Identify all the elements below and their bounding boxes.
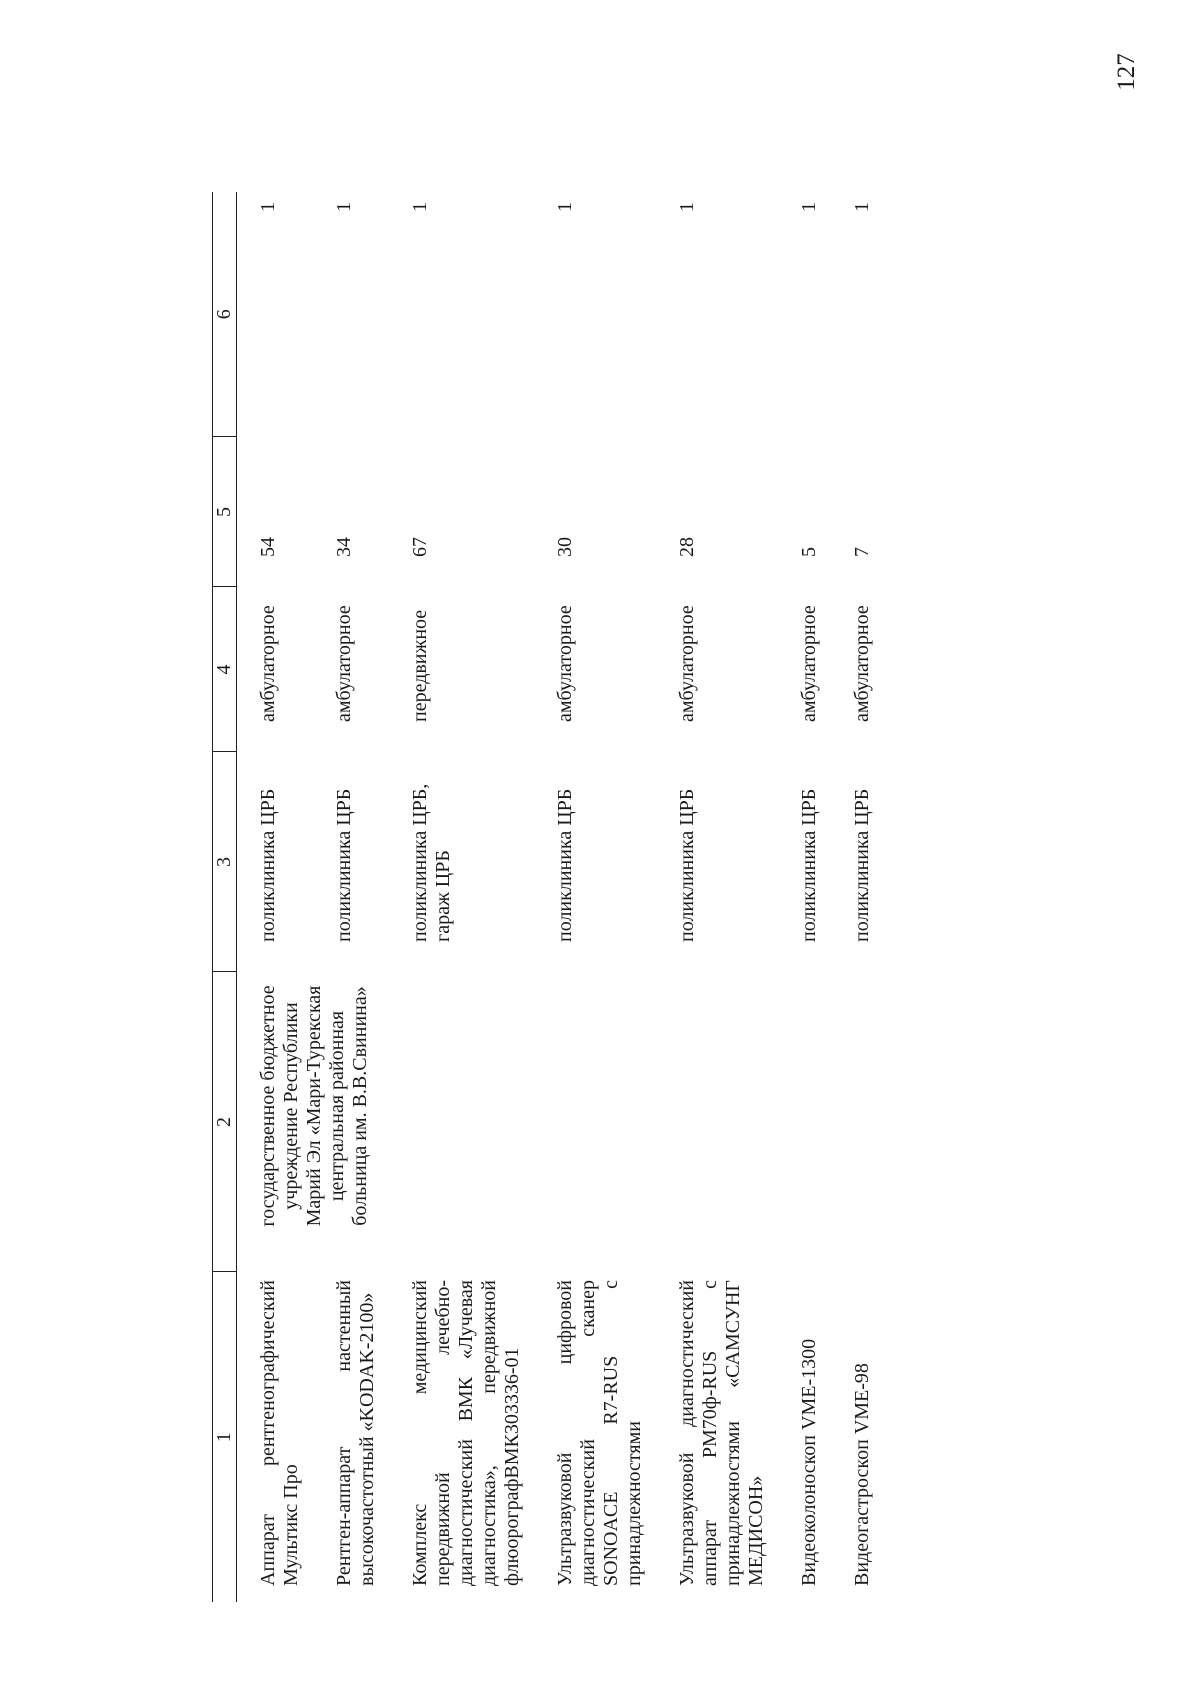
equipment-cell: Аппарат рентгенографический Мультикс Про (257, 1280, 302, 1586)
table-row (524, 192, 646, 1602)
location-cell: поликлиника ЦРБ (554, 788, 576, 942)
equipment-cell: Ультразвуковой цифровой диагностический сканер SONOACE R7-RUS с принадлежностями (554, 1280, 645, 1586)
column-header-4: 4 (213, 587, 237, 752)
column-header-2: 2 (213, 972, 237, 1272)
location-cell: поликлиника ЦРБ (851, 788, 873, 942)
page-number: 127 (1112, 53, 1140, 91)
type-cell: амбулаторное (333, 605, 355, 722)
location-cell: поликлиника ЦРБ (676, 788, 698, 942)
location-cell: поликлиника ЦРБ (333, 788, 355, 942)
type-cell: амбулаторное (851, 605, 873, 722)
type-cell: амбулаторное (676, 605, 698, 722)
count-cell: 1 (798, 202, 820, 212)
column-header-1: 1 (213, 1272, 237, 1602)
location-cell: поликлиника ЦРБ, гараж ЦРБ (409, 783, 454, 942)
age-cell: 34 (333, 537, 355, 557)
rotated-table-page (212, 192, 942, 1602)
type-cell: амбулаторное (798, 605, 820, 722)
equipment-table (212, 192, 874, 1602)
age-cell: 5 (798, 547, 820, 557)
table-row (303, 192, 379, 1602)
table-row (379, 192, 524, 1602)
equipment-cell: Комплекс медицинский передвижной лечебно-диагностический ВМК «Лучевая диагностика», передвижной флюорографВМК303336-01 (409, 1280, 523, 1586)
table-row (768, 192, 821, 1602)
column-header-3: 3 (213, 752, 237, 972)
location-cell: поликлиника ЦРБ (257, 788, 279, 942)
equipment-cell: Видеоколоноскоп VME-1300 (798, 1338, 820, 1586)
header-row (213, 192, 237, 1602)
age-cell: 30 (554, 537, 576, 557)
count-cell: 1 (257, 202, 279, 212)
count-cell: 1 (333, 202, 355, 212)
count-cell: 1 (676, 202, 698, 212)
age-cell: 7 (851, 547, 873, 557)
table-row (646, 192, 768, 1602)
age-cell: 54 (257, 537, 279, 557)
equipment-cell: Рентген-аппарат настенный высокочастотный «KODAK-2100» (333, 1280, 378, 1586)
equipment-cell: Видеогастроскоп VME-98 (851, 1363, 873, 1586)
column-header-5: 5 (213, 437, 237, 587)
institution-cell: государственное бюджетное учреждение Республики Марий Эл «Мари-Турекская центральная районная больница им. В.В.Свинина» (257, 985, 371, 1227)
type-cell: передвижное (409, 609, 431, 722)
count-cell: 1 (554, 202, 576, 212)
type-cell: амбулаторное (257, 605, 279, 722)
location-cell: поликлиника ЦРБ (798, 788, 820, 942)
table-row (237, 192, 304, 1602)
column-header-6: 6 (213, 192, 237, 437)
equipment-cell: Ультразвуковой диагностический аппарат PM70ф-RUS с принадлежностями «САМСУНГ МЕДИСОН» (676, 1280, 767, 1586)
table-row (821, 192, 874, 1602)
age-cell: 28 (676, 537, 698, 557)
age-cell: 67 (409, 537, 431, 557)
type-cell: амбулаторное (554, 605, 576, 722)
count-cell: 1 (851, 202, 873, 212)
count-cell: 1 (409, 202, 431, 212)
